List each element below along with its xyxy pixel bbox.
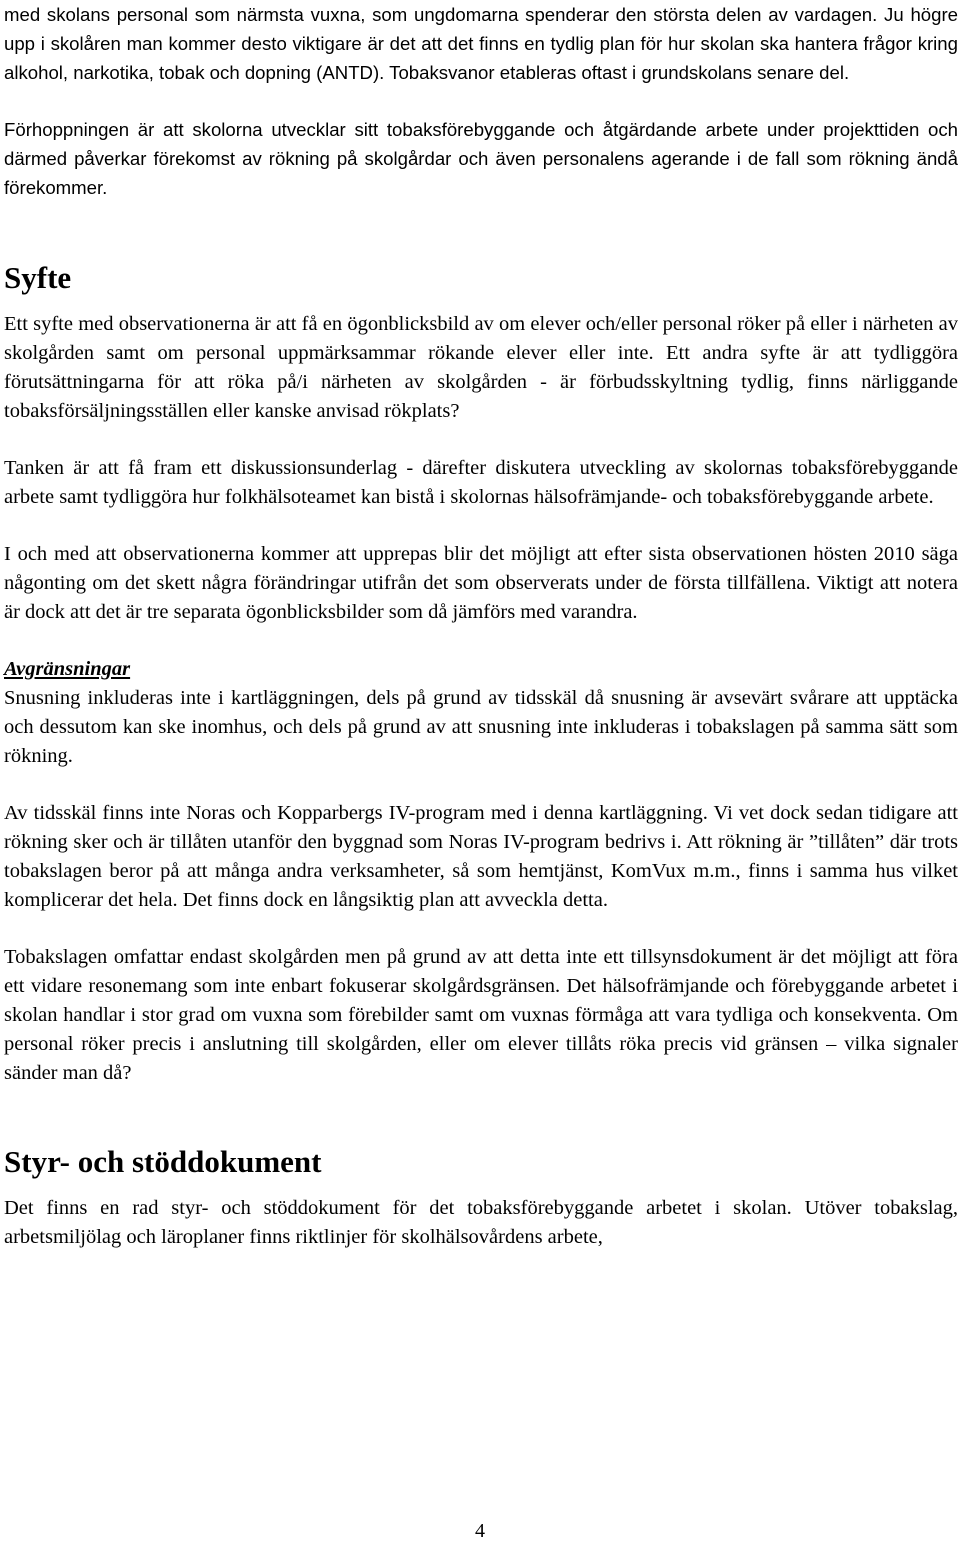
page-number: 4: [475, 1520, 485, 1542]
section-heading-styr: Styr- och stöddokument: [4, 1144, 322, 1179]
document-page: [4, 0, 958, 1252]
intro-paragraph: med skolans personal som närmsta vuxna, som ungdomarna spenderar den största delen av vardagen. Ju högre upp i skolåren man kommer desto viktigare är det att det finns en tydlig plan för hur skolan ska hantera frågor kring alkohol, narkotika, tobak och dopning (ANTD). Tobaksvanor etableras oftast i grundskolans senare del.: [4, 4, 958, 83]
hope-paragraph: Förhoppningen är att skolorna utvecklar sitt tobaksförebyggande och åtgärdande arbete under projekttiden och därmed påverkar förekomst av rökning på skolgårdar och även personalens agerande i de fall som rökning ändå förekommer.: [4, 119, 958, 198]
subsection-heading-avgransningar: Avgränsningar: [4, 658, 131, 680]
avgransningar-paragraph-2: Av tidsskäl finns inte Noras och Kopparbergs IV-program med i denna kartläggning. Vi vet dock sedan tidigare att rökning sker och är tillåten utanför den byggnad som Noras IV-program bedrivs i. Att rökning är ”tillåten” där trots tobakslagen beror på att många andra verksamheter, så som hemtjänst, KomVux m.m., finns i samma hus vilket komplicerar det hela. Det finns dock en långsiktig plan att avveckla detta.: [4, 802, 958, 911]
avgransningar-paragraph-1: Snusning inkluderas inte i kartläggningen, dels på grund av tidsskäl då snusning är avsevärt svårare att upptäcka och dessutom kan ske inomhus, och dels på grund av att snusning inte inkluderas i tobakslagen på samma sätt som rökning.: [4, 687, 958, 767]
syfte-paragraph-3: I och med att observationerna kommer att upprepas blir det möjligt att efter sista observationen hösten 2010 säga någonting om det skett några förändringar utifrån det som observerats under de första tillfällena. Viktigt att notera är dock att det är tre separata ögonblicksbilder som då jämförs med varandra.: [4, 543, 958, 623]
styr-paragraph-1: Det finns en rad styr- och stöddokument för det tobaksförebyggande arbetet i skolan. Utöver tobakslag, arbetsmiljölag och läroplaner finns riktlinjer för skolhälsovårdens arbete,: [4, 1197, 958, 1248]
avgransningar-paragraph-3: Tobakslagen omfattar endast skolgården men på grund av att detta inte ett tillsynsdokument är det möjligt att föra ett vidare resonemang som inte enbart fokuserar skolgårdsgränsen. Det hälsofrämjande och förebyggande arbetet i skolan handlar i stor grad om vuxna som förebilder samt om vuxnas förmåga att vara tydliga och konsekventa. Om personal röker precis i anslutning till skolgården, eller om elever tillåts röka precis vid gränsen – vilka signaler sänder man då?: [4, 946, 958, 1084]
syfte-paragraph-2: Tanken är att få fram ett diskussionsunderlag - därefter diskutera utveckling av skolornas tobaksförebyggande arbete samt tydliggöra hur folkhälsoteamet kan bistå i skolornas hälsofrämjande- och tobaksförebyggande arbete.: [4, 457, 958, 508]
section-heading-syfte: Syfte: [4, 260, 72, 295]
syfte-paragraph-1: Ett syfte med observationerna är att få en ögonblicksbild av om elever och/eller personal röker på eller i närheten av skolgården samt om personal uppmärksammar rökande elever eller inte. Ett andra syfte är att tydliggöra förutsättningarna för att röka på/i närheten av skolgården - är förbudsskyltning tydlig, finns närliggande tobaksförsäljningsställen eller kanske anvisad rökplats?: [4, 313, 958, 422]
